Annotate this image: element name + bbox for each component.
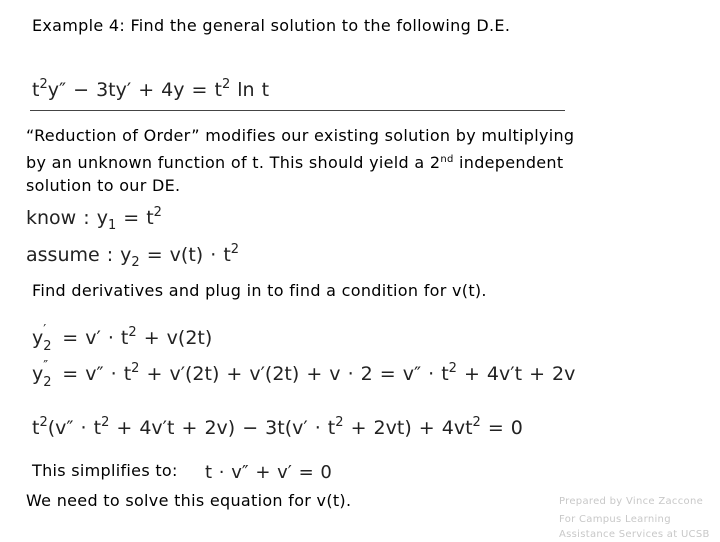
divider-rule <box>30 110 565 111</box>
explanation-paragraph: “Reduction of Order” modifies our existing solution by multiplying by an unknown function of t. This should yield a 2nd independent solution to our DE. <box>26 126 575 195</box>
second-derivative-equation: y ″ 2 = $v'' \cdot t^2 + v'(2t) + v'(2t) + v \cdot 2 = v'' \cdot t^2 + 4v't + 2v$ <box>32 359 576 390</box>
know-equation: know : $y_1 = t^2$ <box>26 205 162 233</box>
given-equation: $t^2y'' - 3ty' + 4y = t^2$ ln t <box>32 77 270 101</box>
example-heading: Example 4: Find the general solution to the following D.E. <box>32 16 511 35</box>
simplified-equation: t · v″ + v′ = 0 <box>205 462 332 483</box>
simplifies-label: This simplifies to: <box>32 461 178 480</box>
substitution-equation: $t^2(v'' \cdot t^2 + 4v't + 2v) - 3t(v' \cdot t^2 + 2vt) + 4vt^2 = 0$ <box>32 415 523 439</box>
closing-text: We need to solve this equation for v(t). <box>26 491 352 510</box>
credit-text: Prepared by Vince Zaccone For Campus Learning Assistance Services at UCSB <box>559 496 710 540</box>
assume-equation: assume : $y_2 = v(t) \cdot t^2$ <box>26 242 240 270</box>
instruction-text: Find derivatives and plug in to find a condition for v(t). <box>32 281 487 300</box>
first-derivative-equation: y ′ 2 = $v' \cdot t^2 + v(2t)$ <box>32 323 213 354</box>
